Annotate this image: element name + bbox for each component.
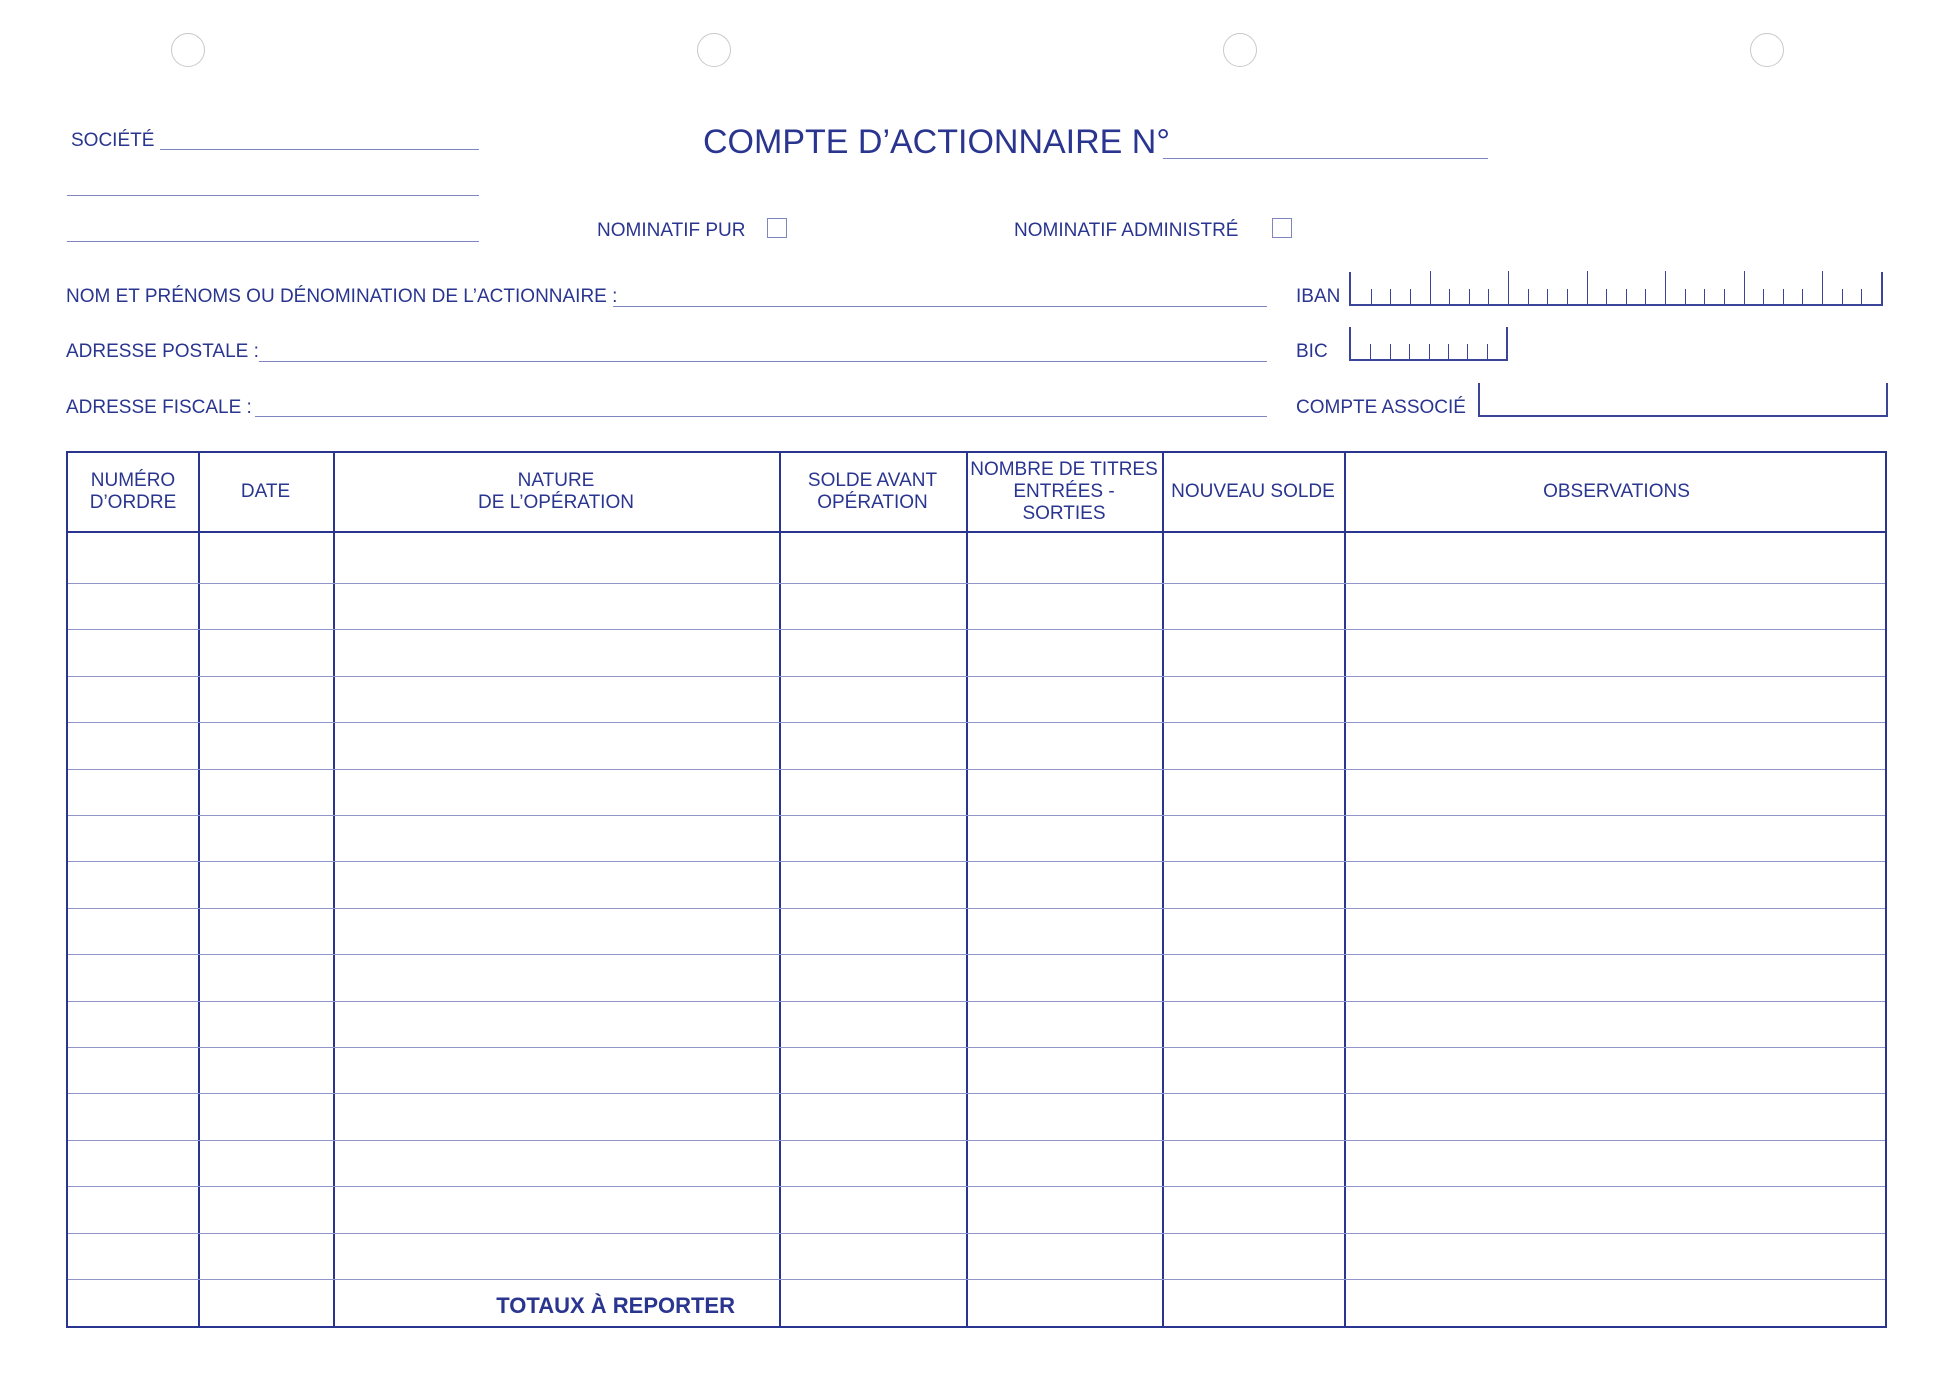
comb-tick bbox=[1704, 289, 1705, 304]
comb-tick bbox=[1626, 289, 1627, 304]
comb-tick bbox=[1685, 289, 1686, 304]
column-header-numero: NUMÉRO D’ORDRE bbox=[89, 470, 177, 513]
societe-field-line-2[interactable] bbox=[67, 195, 479, 196]
comb-tick bbox=[1645, 289, 1646, 304]
punch-hole bbox=[1223, 33, 1257, 67]
table-row-line bbox=[68, 1233, 1885, 1234]
bic-field[interactable] bbox=[1349, 327, 1508, 361]
table-row-line bbox=[68, 1186, 1885, 1187]
account-number-field[interactable] bbox=[1163, 158, 1488, 159]
comb-tick bbox=[1429, 344, 1430, 359]
compte-associe-field[interactable] bbox=[1478, 383, 1888, 417]
bic-label: BIC bbox=[1296, 341, 1328, 362]
comb-tick bbox=[1449, 289, 1450, 304]
iban-field[interactable] bbox=[1349, 272, 1883, 306]
comb-tick bbox=[1467, 344, 1468, 359]
table-row-line bbox=[68, 815, 1885, 816]
comb-tick bbox=[1370, 344, 1371, 359]
societe-field[interactable] bbox=[160, 149, 479, 150]
comb-tick bbox=[1822, 271, 1823, 304]
comb-tick bbox=[1783, 289, 1784, 304]
totals-label: TOTAUX À REPORTER bbox=[496, 1293, 735, 1318]
comb-tick bbox=[1861, 289, 1862, 304]
punch-hole bbox=[697, 33, 731, 67]
comb-tick bbox=[1487, 344, 1488, 359]
nominatif-pur-checkbox[interactable] bbox=[767, 218, 787, 238]
comb-tick bbox=[1390, 344, 1391, 359]
adresse-fiscale-label: ADRESSE FISCALE : bbox=[66, 397, 252, 418]
column-header-observations: OBSERVATIONS bbox=[1543, 481, 1690, 502]
column-header-solde-avant: SOLDE AVANT OPÉRATION bbox=[807, 470, 938, 513]
comb-tick bbox=[1469, 289, 1470, 304]
comb-tick bbox=[1430, 271, 1431, 304]
table-row-line bbox=[68, 954, 1885, 955]
ledger-table bbox=[66, 451, 1887, 1328]
comb-tick bbox=[1744, 271, 1745, 304]
comb-tick bbox=[1802, 289, 1803, 304]
table-row-line bbox=[68, 629, 1885, 630]
comb-tick bbox=[1587, 271, 1588, 304]
comb-tick bbox=[1410, 289, 1411, 304]
comb-tick bbox=[1724, 289, 1725, 304]
table-row-line bbox=[68, 1279, 1885, 1280]
table-row-line bbox=[68, 769, 1885, 770]
comb-tick bbox=[1371, 289, 1372, 304]
comb-tick bbox=[1547, 289, 1548, 304]
nominatif-administre-label: NOMINATIF ADMINISTRÉ bbox=[1014, 220, 1239, 241]
nom-label: NOM ET PRÉNOMS OU DÉNOMINATION DE L’ACTIONNAIRE : bbox=[66, 286, 618, 307]
table-row-line bbox=[68, 583, 1885, 584]
table-row-line bbox=[68, 1093, 1885, 1094]
comb-tick bbox=[1842, 289, 1843, 304]
table-row-line bbox=[68, 722, 1885, 723]
comb-tick bbox=[1409, 344, 1410, 359]
comb-tick bbox=[1488, 289, 1489, 304]
comb-tick bbox=[1390, 289, 1391, 304]
nominatif-pur-label: NOMINATIF PUR bbox=[597, 220, 746, 241]
table-row-line bbox=[68, 1001, 1885, 1002]
adresse-postale-label: ADRESSE POSTALE : bbox=[66, 341, 259, 362]
header-divider bbox=[68, 531, 1885, 533]
page-title: COMPTE D’ACTIONNAIRE N° bbox=[703, 123, 1170, 161]
table-row-line bbox=[68, 676, 1885, 677]
compte-associe-label: COMPTE ASSOCIÉ bbox=[1296, 397, 1466, 418]
adresse-fiscale-field[interactable] bbox=[255, 416, 1267, 417]
punch-hole bbox=[171, 33, 205, 67]
societe-field-line-3[interactable] bbox=[67, 241, 479, 242]
adresse-postale-field[interactable] bbox=[259, 361, 1267, 362]
iban-label: IBAN bbox=[1296, 286, 1341, 307]
comb-tick bbox=[1763, 289, 1764, 304]
comb-tick bbox=[1528, 289, 1529, 304]
table-row-line bbox=[68, 908, 1885, 909]
comb-tick bbox=[1606, 289, 1607, 304]
societe-label: SOCIÉTÉ bbox=[71, 130, 155, 151]
table-row-line bbox=[68, 1140, 1885, 1141]
table-row-line bbox=[68, 861, 1885, 862]
comb-tick bbox=[1665, 271, 1666, 304]
nominatif-administre-checkbox[interactable] bbox=[1272, 218, 1292, 238]
comb-tick bbox=[1448, 344, 1449, 359]
comb-tick bbox=[1567, 289, 1568, 304]
comb-tick bbox=[1508, 271, 1509, 304]
column-header-nouveau-solde: NOUVEAU SOLDE bbox=[1171, 481, 1335, 502]
punch-hole bbox=[1750, 33, 1784, 67]
table-row-line bbox=[68, 1047, 1885, 1048]
column-header-date: DATE bbox=[240, 481, 291, 502]
column-header-nature: NATURE DE L’OPÉRATION bbox=[478, 470, 634, 513]
column-header-nombre-titres: NOMBRE DE TITRES ENTRÉES - SORTIES bbox=[970, 459, 1158, 524]
nom-field[interactable] bbox=[613, 306, 1267, 307]
